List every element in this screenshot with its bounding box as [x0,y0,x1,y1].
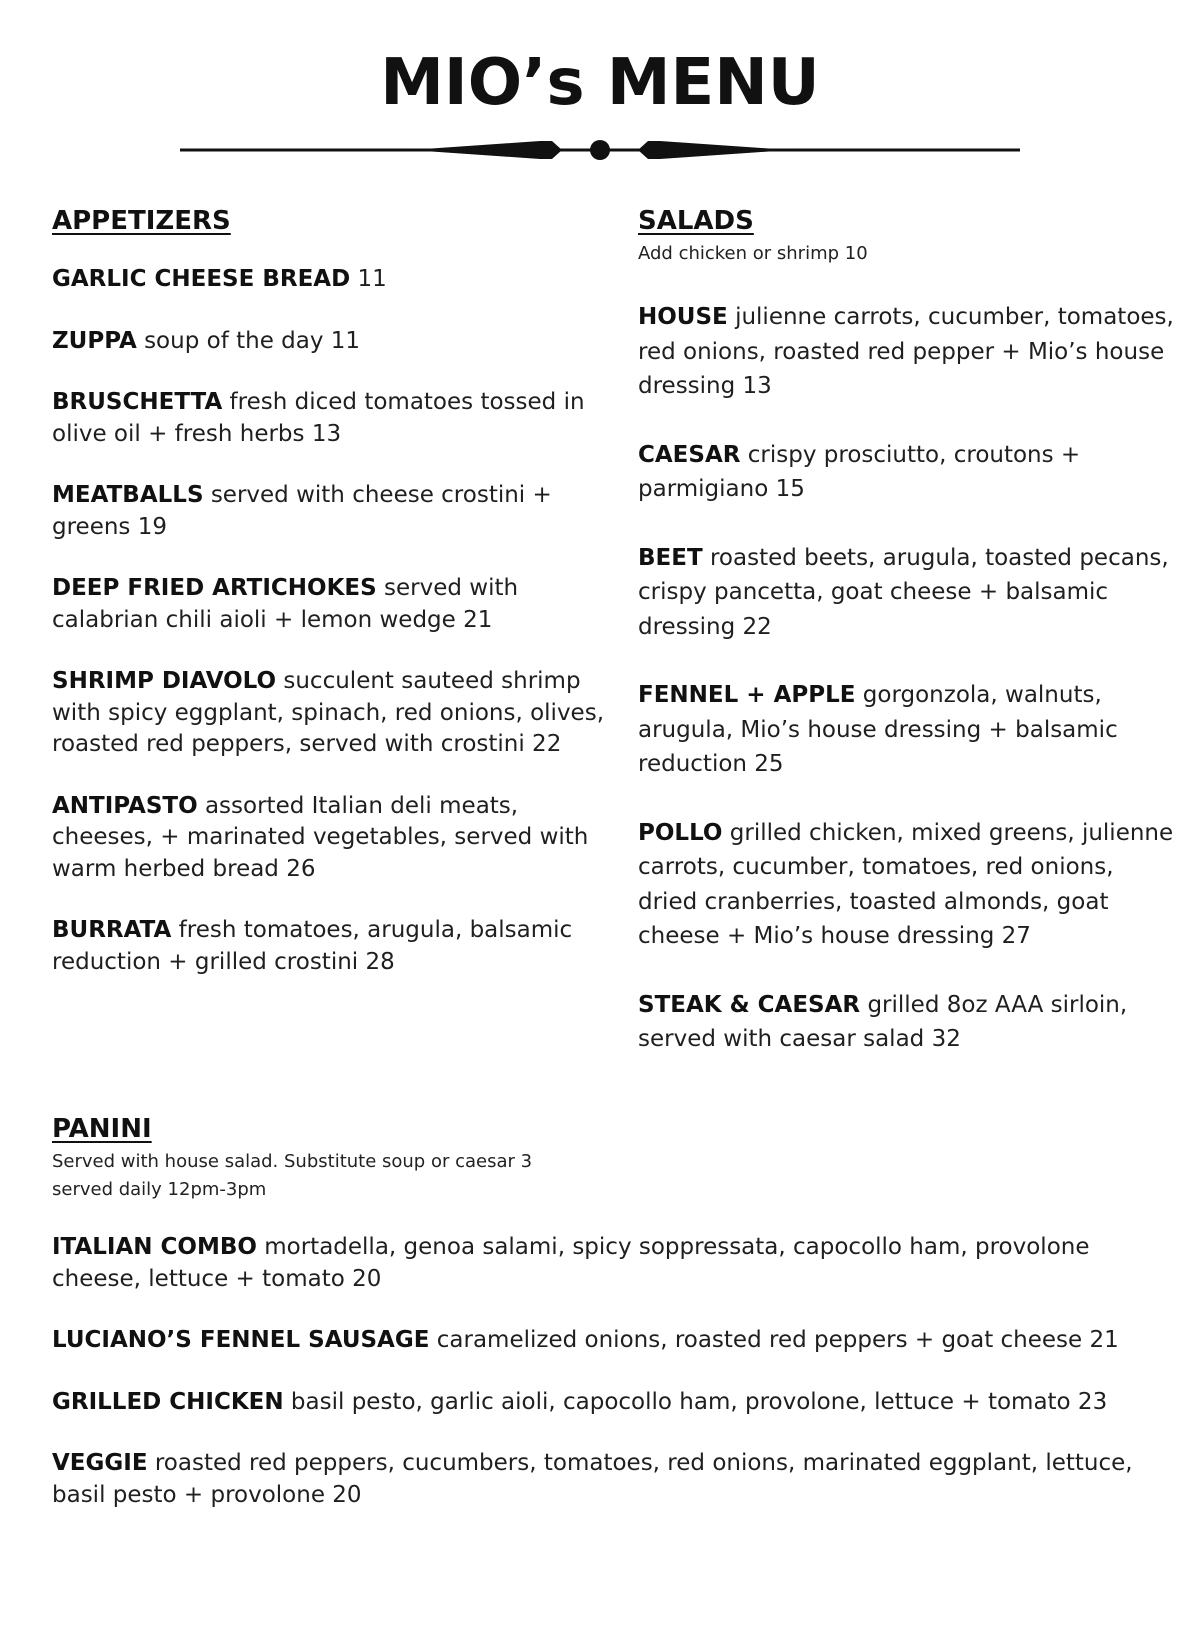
panini-note [52,1148,1162,1204]
appetizers-list [52,264,622,978]
item-name: DEEP FRIED ARTICHOKES [52,575,377,601]
item-description: fresh tomatoes, arugula, balsamic reduction + grilled crostini 28 [52,917,573,975]
menu-item [638,541,1178,645]
menu-item [52,1232,1162,1295]
salads-note: Add chicken or shrimp 10 [638,243,868,264]
item-description: served with cheese crostini + greens 19 [52,482,552,540]
item-description: grilled 8oz AAA sirloin, served with caesar salad 32 [638,991,1128,1052]
menu-title: MIO’s MENU [380,46,820,120]
divider-ornament-icon [180,134,1020,166]
salads-section [638,204,1178,1057]
menu-item [52,915,622,978]
item-name: STEAK & CAESAR [638,991,861,1018]
menu-item [52,1387,1162,1419]
item-name: CAESAR [638,441,741,468]
item-description: mortadella, genoa salami, spicy soppressata, capocollo ham, provolone cheese, lettuce + tomato 20 [52,1234,1090,1292]
item-name: BURRATA [52,917,172,943]
menu-item [638,438,1178,507]
item-name: MEATBALLS [52,482,204,508]
item-name: GRILLED CHICKEN [52,1388,284,1415]
item-description: 11 [350,266,387,292]
item-description: fresh diced tomatoes tossed in olive oil + fresh herbs 13 [52,389,585,447]
menu-item [52,666,622,761]
panini-note-line-1: Served with house salad. Substitute soup or caesar 3 [52,1151,533,1172]
item-description: caramelized onions, roasted red peppers + goat cheese 21 [429,1327,1119,1353]
item-name: VEGGIE [52,1450,148,1476]
appetizers-section [52,204,622,978]
menu-item [52,573,622,636]
item-name: HOUSE [638,304,728,330]
item-description: assorted Italian deli meats, cheeses, + marinated vegetables, served with warm herbed bread 26 [52,792,589,882]
item-description: succulent sauteed shrimp with spicy eggplant, spinach, red onions, olives, roasted red peppers, served with crostini 22 [52,668,604,757]
item-name: BEET [638,544,703,571]
item-name: ZUPPA [52,327,137,354]
item-name: SHRIMP DIAVOLO [52,668,277,694]
item-description: served with calabrian chili aioli + lemon wedge 21 [52,575,519,633]
item-name: LUCIANO’S FENNEL SAUSAGE [52,1327,430,1353]
panini-list [52,1232,1162,1511]
item-description: crispy prosciutto, croutons + parmigiano 15 [638,441,1081,502]
item-name: ITALIAN COMBO [52,1234,257,1260]
panini-section [52,1112,1162,1511]
item-name: GARLIC CHEESE BREAD [52,266,351,292]
item-name: ANTIPASTO [52,792,198,819]
item-name: FENNEL + APPLE [638,682,856,708]
menu-item [52,387,622,450]
panini-heading: PANINI [52,1114,152,1144]
item-name: POLLO [638,819,723,846]
menu-item [52,326,622,358]
item-description: grilled chicken, mixed greens, julienne carrots, cucumber, tomatoes, red onions, dried cranberries, toasted almonds, goat cheese + Mio’s house dressing 27 [638,819,1174,949]
menu-item [52,1448,1162,1511]
salads-list [638,300,1178,1057]
panini-note-line-2: served daily 12pm-3pm [52,1179,267,1200]
item-name: BRUSCHETTA [52,389,223,415]
item-description: gorgonzola, walnuts, arugula, Mio’s house dressing + balsamic reduction 25 [638,682,1118,777]
item-description: julienne carrots, cucumber, tomatoes, red onions, roasted red pepper + Mio’s house dressing 13 [638,304,1174,399]
item-description: roasted beets, arugula, toasted pecans, crispy pancetta, goat cheese + balsamic dressing 22 [638,544,1169,640]
menu-item [52,480,622,543]
item-description: roasted red peppers, cucumbers, tomatoes, red onions, marinated eggplant, lettuce, basil pesto + provolone 20 [52,1450,1133,1508]
menu-item [52,1325,1162,1357]
menu-item [638,988,1178,1057]
menu-item [638,678,1178,782]
item-description: basil pesto, garlic aioli, capocollo ham, provolone, lettuce + tomato 23 [283,1388,1108,1415]
appetizers-heading: APPETIZERS [52,206,231,236]
menu-item [638,816,1178,954]
item-description: soup of the day 11 [136,327,361,354]
menu-item [638,300,1178,404]
menu-item [52,264,622,296]
salads-heading: SALADS [638,206,754,236]
menu-item [52,791,622,886]
